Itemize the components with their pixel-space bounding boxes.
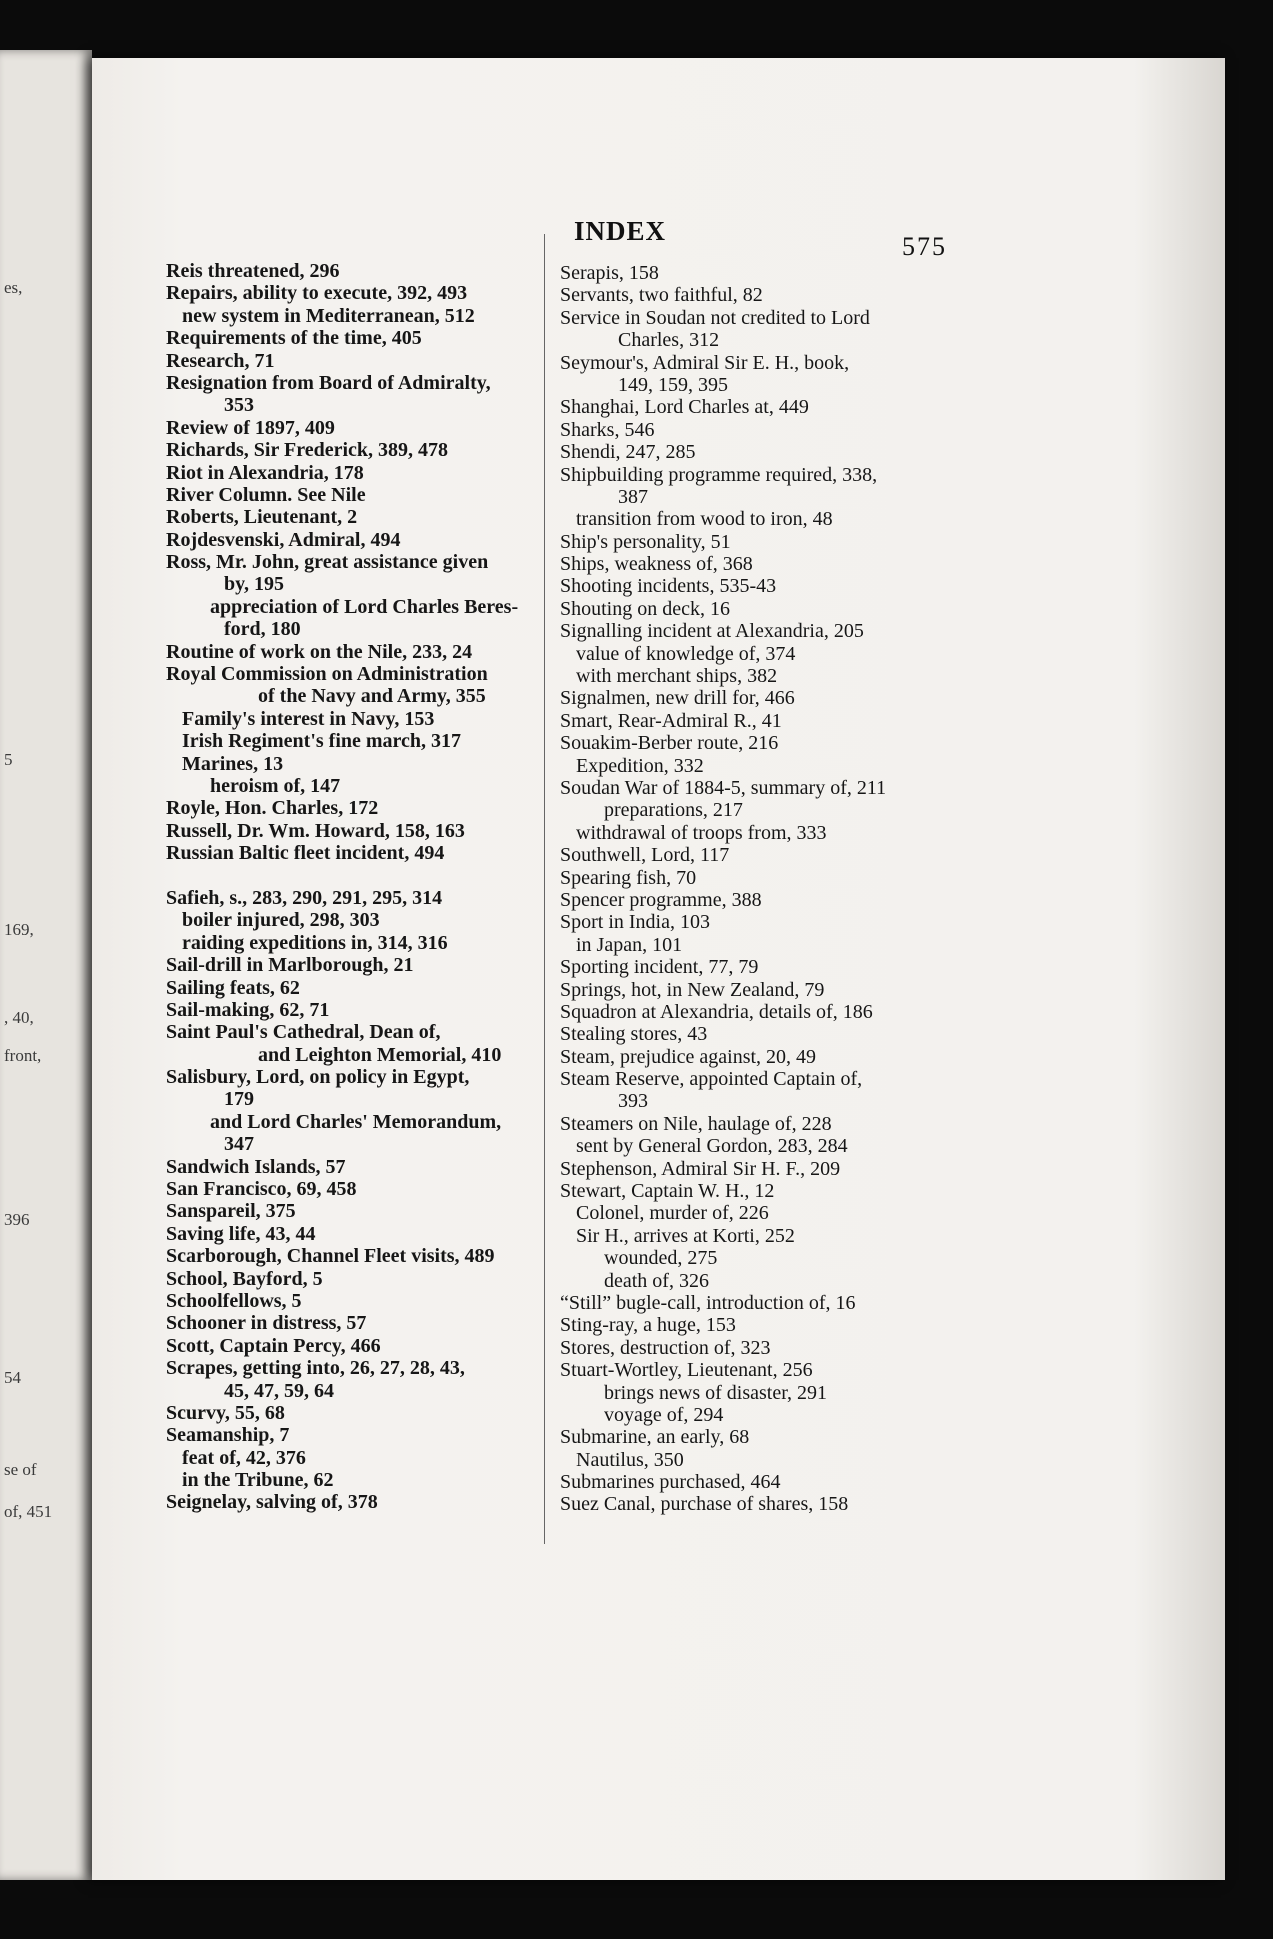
index-subentry: and Lord Charles' Memorandum,	[210, 1110, 502, 1133]
index-entry: Royle, Hon. Charles, 172	[166, 797, 379, 820]
index-subentry: of the Navy and Army, 355	[258, 685, 486, 708]
index-entry: Signalmen, new drill for, 466	[560, 687, 795, 710]
index-entry: Stewart, Captain W. H., 12	[560, 1180, 775, 1203]
index-entry: Rojdesvenski, Admiral, 494	[166, 528, 401, 551]
index-entry: Serapis, 158	[560, 262, 659, 284]
index-entry: Safieh, s., 283, 290, 291, 295, 314	[166, 886, 443, 909]
index-entry: Seamanship, 7	[166, 1424, 290, 1447]
page-fragment: , 40,	[4, 1008, 34, 1027]
page-fragment: 54	[4, 1368, 21, 1387]
index-subentry: with merchant ships, 382	[576, 665, 778, 688]
index-subentry: 387	[618, 485, 648, 508]
index-subentry: 347	[224, 1133, 254, 1156]
index-entry: Sail-making, 62, 71	[166, 998, 330, 1021]
index-entry: Roberts, Lieutenant, 2	[166, 506, 358, 529]
index-subentry: new system in Mediterranean, 512	[182, 304, 475, 327]
page-fragment: 169,	[4, 920, 34, 939]
page-fragment: se of	[4, 1460, 37, 1479]
index-entry: Scarborough, Channel Fleet visits, 489	[166, 1245, 495, 1268]
index-entry: River Column. See Nile	[166, 483, 366, 506]
index-entry: Routine of work on the Nile, 233, 24	[166, 640, 473, 663]
page-fragment: 396	[4, 1210, 30, 1229]
index-subentry: transition from wood to iron, 48	[576, 508, 833, 531]
index-entry: Russian Baltic fleet incident, 494	[166, 842, 445, 865]
index-entry: Ross, Mr. John, great assistance given	[166, 551, 489, 574]
page-fragment: front,	[4, 1046, 42, 1065]
index-subentry: Sir H., arrives at Korti, 252	[576, 1224, 795, 1247]
index-subentry: Charles, 312	[618, 329, 720, 352]
adjacent-page-edge	[0, 50, 92, 1880]
index-entry: Stuart-Wortley, Lieutenant, 256	[560, 1359, 813, 1382]
index-entry	[166, 865, 546, 887]
index-subentry: 45, 47, 59, 64	[224, 1379, 334, 1402]
index-entry: Shooting incidents, 535-43	[560, 575, 777, 598]
index-entry: Saint Paul's Cathedral, Dean of,	[166, 1021, 441, 1044]
index-subentry: boiler injured, 298, 303	[182, 909, 380, 932]
index-subentry: raiding expeditions in, 314, 316	[182, 931, 448, 954]
index-entry: Springs, hot, in New Zealand, 79	[560, 978, 825, 1001]
index-subentry: withdrawal of troops from, 333	[576, 821, 827, 844]
index-entry: Shipbuilding programme required, 338,	[560, 463, 878, 486]
index-entry: Submarine, an early, 68	[560, 1426, 750, 1449]
index-subentry: by, 195	[224, 573, 285, 596]
index-entry: Sport in India, 103	[560, 911, 710, 934]
index-entry: Seymour's, Admiral Sir E. H., book,	[560, 351, 850, 374]
index-entry: Signalling incident at Alexandria, 205	[560, 620, 864, 643]
index-subentry: voyage of, 294	[604, 1403, 724, 1426]
index-column-left	[166, 260, 546, 1514]
index-entry: Richards, Sir Frederick, 389, 478	[166, 439, 449, 462]
index-entry: Soudan War of 1884-5, summary of, 211	[560, 776, 887, 799]
index-entry: Saving life, 43, 44	[166, 1222, 316, 1245]
index-subentry: Irish Regiment's fine march, 317	[182, 730, 462, 753]
page-fragment: of, 451	[4, 1502, 53, 1521]
index-entry: Submarines purchased, 464	[560, 1471, 781, 1494]
index-subentry: feat of, 42, 376	[182, 1446, 306, 1469]
index-subentry: Expedition, 332	[576, 754, 704, 777]
index-subentry: and Leighton Memorial, 410	[258, 1043, 502, 1066]
index-entry: Steam Reserve, appointed Captain of,	[560, 1068, 863, 1091]
index-subentry: 353	[224, 394, 254, 417]
page-fragment: 5	[4, 750, 13, 769]
index-entry: Scurvy, 55, 68	[166, 1401, 285, 1424]
index-entry: Sanspareil, 375	[166, 1200, 296, 1223]
index-entry: Squadron at Alexandria, details of, 186	[560, 1000, 873, 1023]
index-subentry: Nautilus, 350	[576, 1448, 684, 1471]
index-entry: Stephenson, Admiral Sir H. F., 209	[560, 1157, 841, 1180]
index-entry: Review of 1897, 409	[166, 416, 335, 439]
index-entry: Smart, Rear-Admiral R., 41	[560, 709, 782, 732]
index-entry: School, Bayford, 5	[166, 1267, 323, 1290]
index-entry: Souakim-Berber route, 216	[560, 732, 779, 755]
index-entry: Southwell, Lord, 117	[560, 844, 730, 867]
page-number: 575	[902, 232, 947, 261]
index-subentry: preparations, 217	[604, 799, 743, 822]
index-entry: Sharks, 546	[560, 418, 655, 441]
index-entry: Russell, Dr. Wm. Howard, 158, 163	[166, 819, 465, 842]
index-entry: Royal Commission on Administration	[166, 663, 488, 686]
index-entry: Schooner in distress, 57	[166, 1312, 367, 1335]
index-subentry: Family's interest in Navy, 153	[182, 707, 435, 730]
index-subentry: wounded, 275	[604, 1247, 718, 1270]
index-entry: Sporting incident, 77, 79	[560, 956, 759, 979]
index-subentry: death of, 326	[604, 1269, 709, 1292]
index-entry: Sail-drill in Marlborough, 21	[166, 954, 414, 977]
index-entry: Resignation from Board of Admiralty,	[166, 371, 491, 394]
index-entry: Schoolfellows, 5	[166, 1289, 302, 1312]
index-entry: Ships, weakness of, 368	[560, 553, 753, 576]
index-subentry: heroism of, 147	[210, 774, 341, 797]
index-entry: Suez Canal, purchase of shares, 158	[560, 1493, 849, 1516]
index-entry: Spencer programme, 388	[560, 888, 762, 911]
index-subentry: 393	[618, 1090, 648, 1113]
index-entry: Stores, destruction of, 323	[560, 1336, 771, 1359]
index-entry: Servants, two faithful, 82	[560, 284, 763, 307]
index-entry: San Francisco, 69, 458	[166, 1178, 357, 1201]
index-entry: Research, 71	[166, 349, 275, 372]
index-entry: Scrapes, getting into, 26, 27, 28, 43,	[166, 1357, 465, 1380]
index-entry: “Still” bugle-call, introduction of, 16	[560, 1291, 856, 1314]
index-subentry: sent by General Gordon, 283, 284	[576, 1135, 848, 1158]
index-entry: Requirements of the time, 405	[166, 327, 422, 350]
index-entry: Steamers on Nile, haulage of, 228	[560, 1112, 832, 1135]
index-subentry: value of knowledge of, 374	[576, 642, 796, 665]
index-entry: Sandwich Islands, 57	[166, 1155, 346, 1178]
index-entry: Ship's personality, 51	[560, 530, 731, 553]
index-subentry: brings news of disaster, 291	[604, 1381, 828, 1404]
index-entry: Riot in Alexandria, 178	[166, 461, 364, 484]
index-subentry: in the Tribune, 62	[182, 1469, 334, 1492]
index-entry: Shanghai, Lord Charles at, 449	[560, 396, 809, 419]
index-subentry: 179	[224, 1088, 254, 1111]
index-column-right	[560, 262, 970, 1516]
index-entry: Scott, Captain Percy, 466	[166, 1334, 381, 1357]
index-entry: Reis threatened, 296	[166, 260, 340, 282]
index-entry: Seignelay, salving of, 378	[166, 1491, 378, 1514]
index-entry: Stealing stores, 43	[560, 1023, 708, 1046]
index-subentry: ford, 180	[224, 618, 301, 641]
page-title: INDEX	[573, 216, 666, 246]
index-entry: Repairs, ability to execute, 392, 493	[166, 282, 468, 305]
index-entry: Salisbury, Lord, on policy in Egypt,	[166, 1066, 470, 1089]
index-subentry: 149, 159, 395	[618, 373, 728, 396]
index-entry: Steam, prejudice against, 20, 49	[560, 1045, 817, 1068]
index-subentry: Colonel, murder of, 226	[576, 1202, 769, 1225]
index-entry: Sting-ray, a huge, 153	[560, 1314, 736, 1337]
index-entry: Shouting on deck, 16	[560, 597, 730, 620]
index-subentry: in Japan, 101	[576, 933, 683, 956]
index-entry: Sailing feats, 62	[166, 976, 300, 999]
index-subentry: appreciation of Lord Charles Beres-	[210, 595, 519, 618]
index-entry: Shendi, 247, 285	[560, 441, 696, 464]
index-entry: Spearing fish, 70	[560, 866, 697, 889]
page-fragment: es,	[4, 278, 23, 297]
index-subentry: Marines, 13	[182, 752, 284, 775]
index-entry: Service in Soudan not credited to Lord	[560, 306, 870, 329]
